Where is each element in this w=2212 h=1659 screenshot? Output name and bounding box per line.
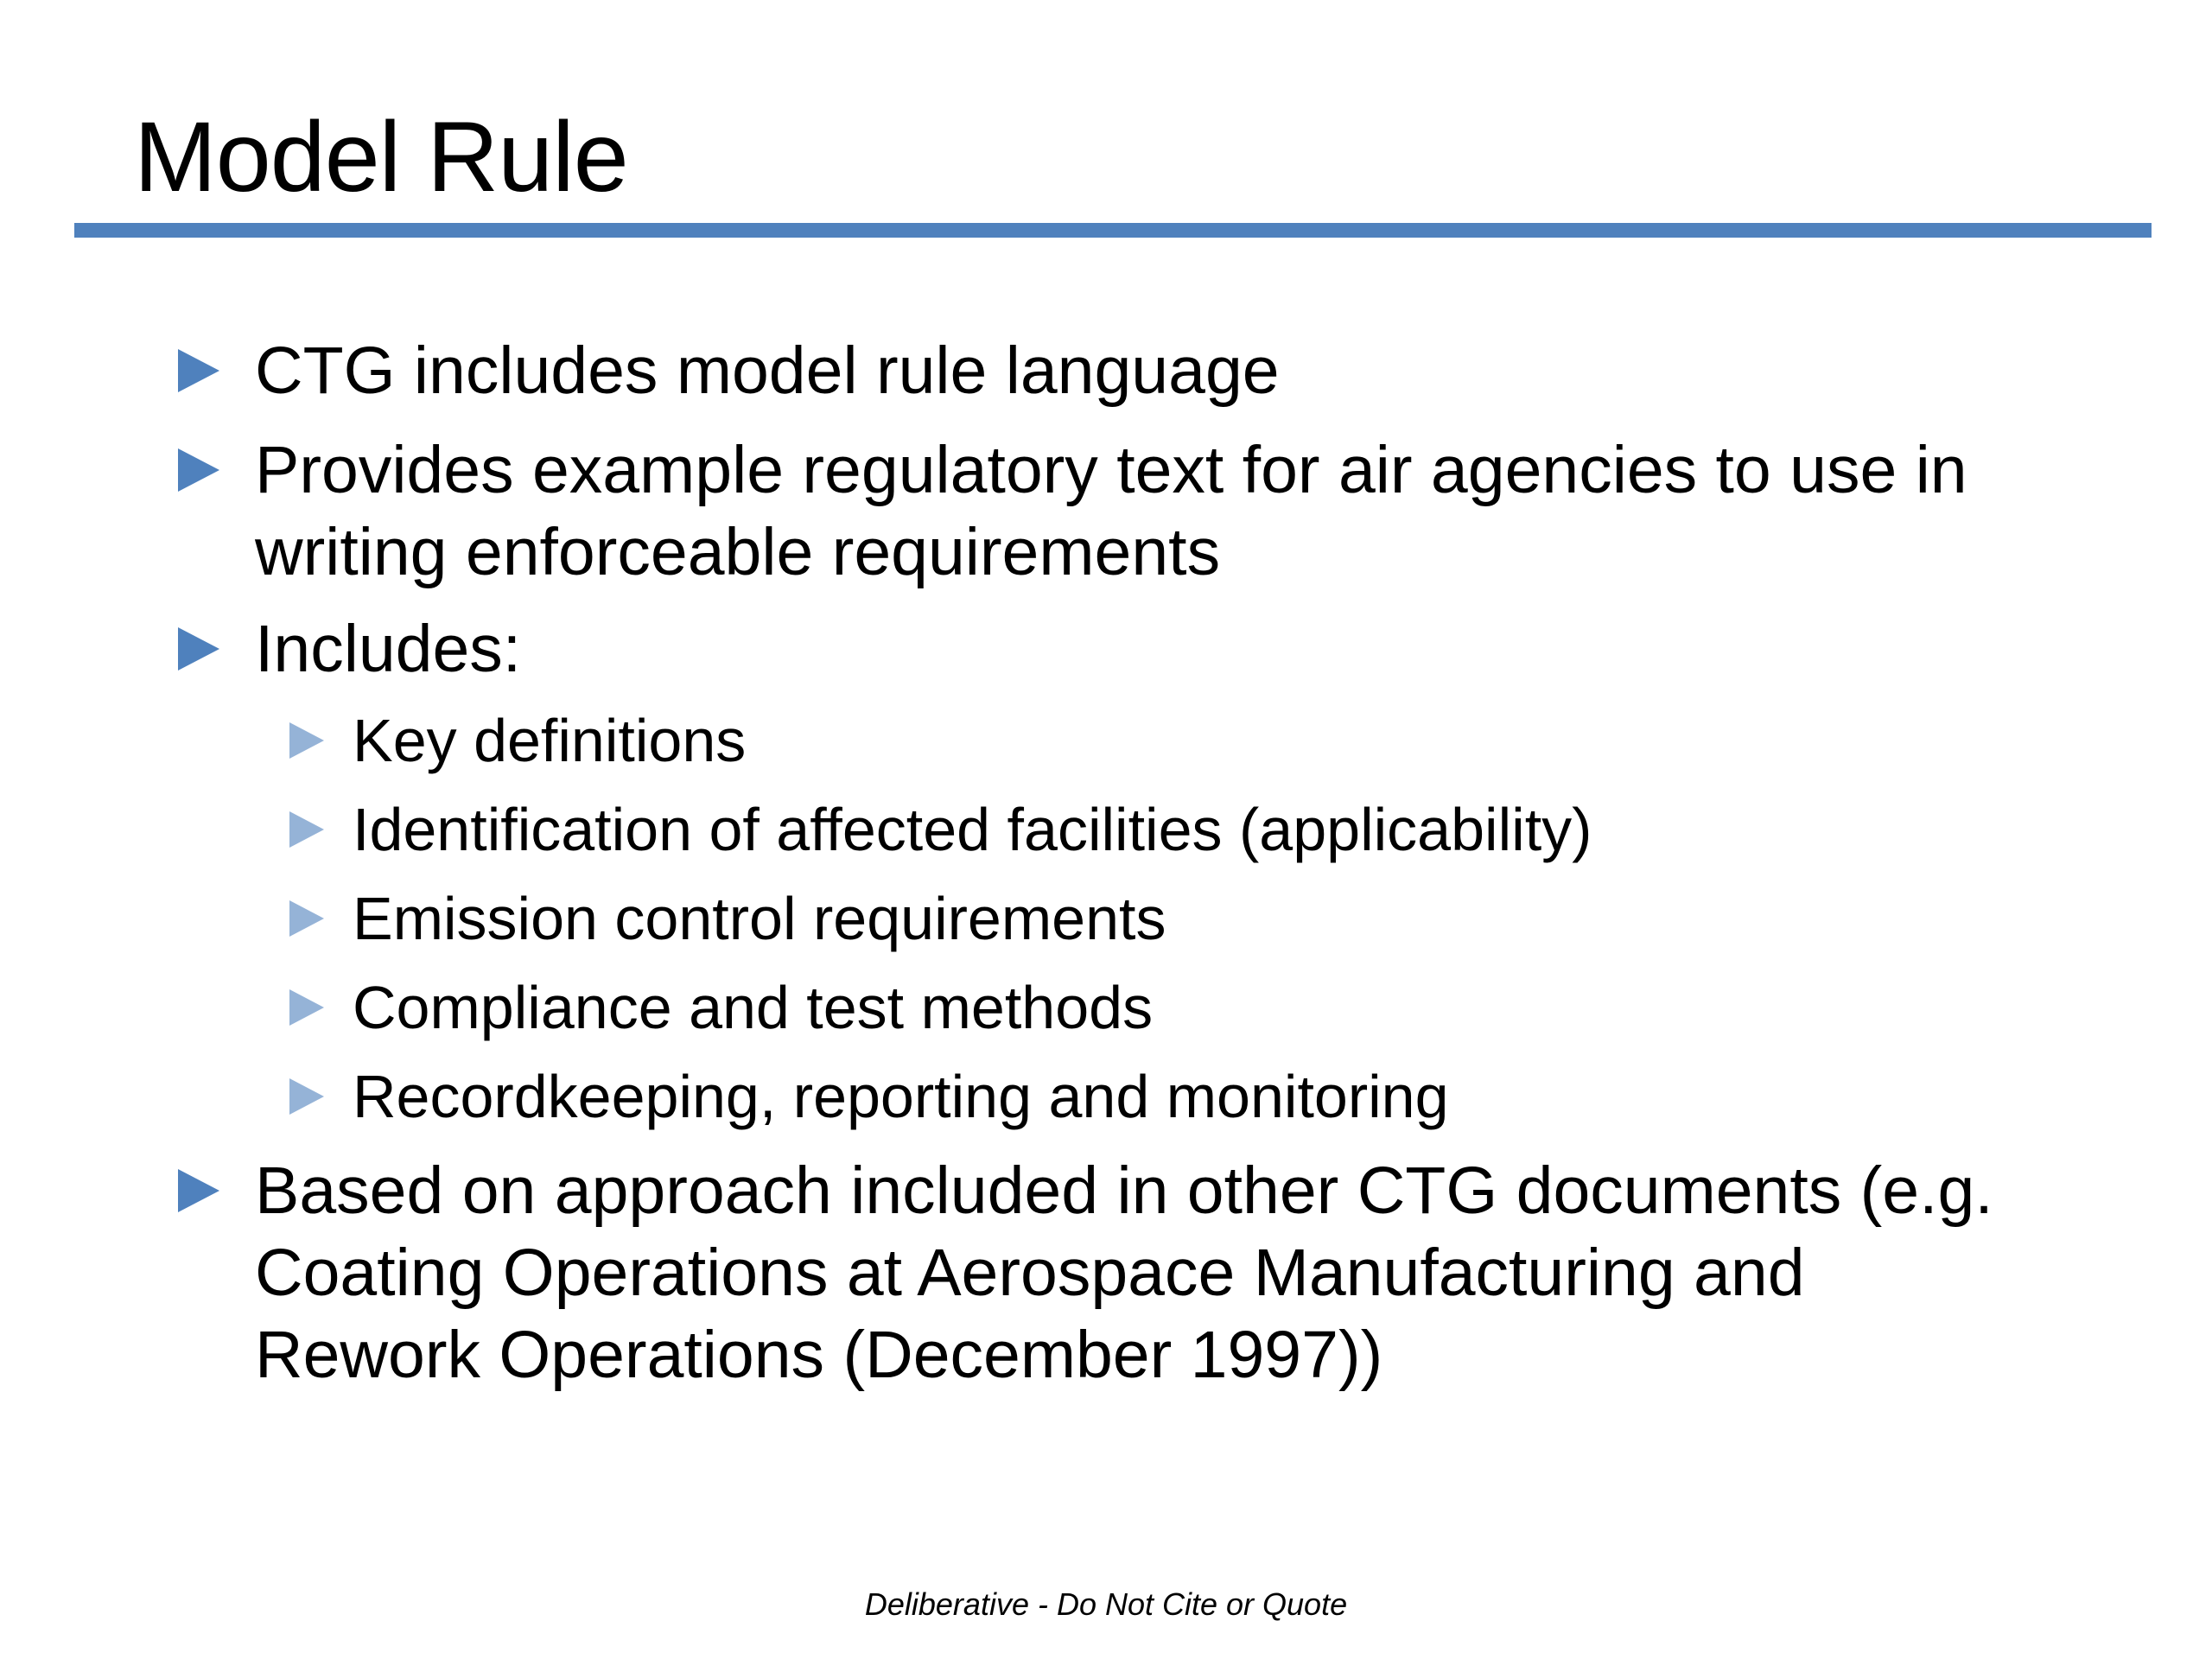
sub-bullet-text: Recordkeeping, reporting and monitoring [353, 1063, 1449, 1130]
bullet-line: writing enforceable requirements [255, 515, 1221, 589]
triangle-right-icon [289, 811, 324, 848]
triangle-right-icon [289, 989, 324, 1026]
triangle-right-icon [178, 627, 219, 671]
triangle-right-icon [178, 349, 219, 392]
triangle-right-icon [178, 1169, 219, 1212]
bullet-line: Coating Operations at Aerospace Manufacturing and [255, 1236, 1805, 1310]
triangle-right-icon [289, 722, 324, 759]
triangle-right-icon [289, 900, 324, 937]
footer-note: Deliberative - Do Not Cite or Quote [864, 1586, 1348, 1622]
sub-bullet-text: Compliance and test methods [353, 974, 1154, 1041]
bullet-text [255, 1150, 1993, 1396]
triangle-right-icon [178, 448, 219, 492]
bullet-text [255, 330, 1280, 412]
bullet-text [255, 429, 1967, 594]
triangle-right-icon [289, 1078, 324, 1115]
bullet-line: Rework Operations (December 1997)) [255, 1318, 1383, 1392]
sub-bullet-text: Identification of affected facilities (applicability) [353, 796, 1592, 863]
sub-bullet-text: Key definitions [353, 707, 747, 774]
bullet-text [255, 608, 521, 690]
bullet-line: CTG includes model rule language [255, 334, 1280, 408]
bullet-line: Provides example regulatory text for air agencies to use in [255, 433, 1967, 507]
bullet-line: Based on approach included in other CTG documents (e.g. [255, 1154, 1993, 1228]
bullet-line: Includes: [255, 612, 522, 686]
sub-bullet-text: Emission control requirements [353, 885, 1166, 952]
slide-title: Model Rule [134, 102, 628, 213]
